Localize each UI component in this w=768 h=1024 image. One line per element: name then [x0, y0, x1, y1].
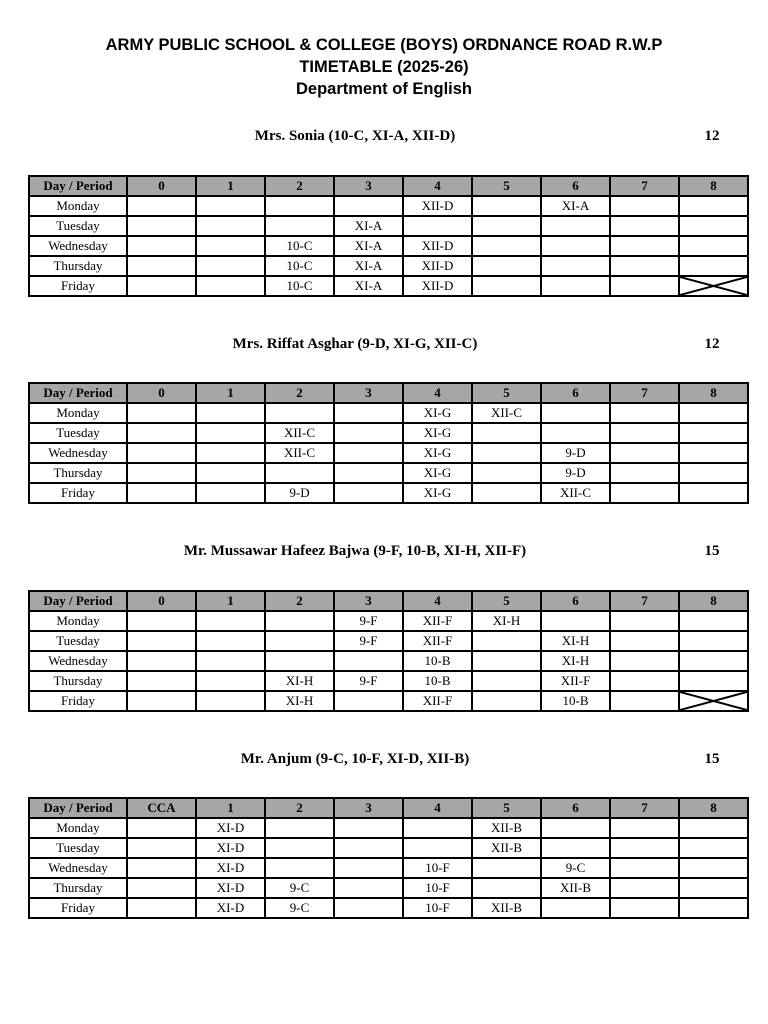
class-cell — [679, 671, 748, 691]
class-cell — [472, 443, 541, 463]
timetable-year: TIMETABLE (2025-26) — [299, 58, 469, 76]
class-cell — [472, 236, 541, 256]
day-cell: Tuesday — [29, 838, 127, 858]
class-cell — [472, 463, 541, 483]
period-header: 5 — [472, 176, 541, 196]
day-cell: Monday — [29, 403, 127, 423]
period-header: 0 — [127, 591, 196, 611]
class-cell — [610, 631, 679, 651]
class-cell — [472, 858, 541, 878]
class-cell — [127, 818, 196, 838]
class-cell: XII-F — [403, 631, 472, 651]
period-count: 15 — [704, 543, 720, 559]
table-row — [29, 858, 748, 878]
class-cell — [610, 898, 679, 918]
period-header: 4 — [403, 591, 472, 611]
class-cell — [196, 463, 265, 483]
period-header: 0 — [127, 383, 196, 403]
class-cell — [541, 611, 610, 631]
class-cell: 9-C — [265, 878, 334, 898]
class-cell: XII-D — [403, 236, 472, 256]
class-cell: 9-F — [334, 611, 403, 631]
table-row — [29, 236, 748, 256]
period-header: 4 — [403, 383, 472, 403]
class-cell: 9-D — [541, 463, 610, 483]
period-header: 2 — [265, 383, 334, 403]
day-cell: Tuesday — [29, 631, 127, 651]
class-cell — [334, 818, 403, 838]
class-cell: 9-F — [334, 631, 403, 651]
class-cell — [334, 483, 403, 503]
period-header: 4 — [403, 176, 472, 196]
class-cell — [196, 256, 265, 276]
class-cell — [334, 443, 403, 463]
table-header-row — [29, 383, 748, 403]
class-cell — [610, 483, 679, 503]
period-count: 12 — [704, 128, 720, 144]
period-count: 15 — [704, 751, 720, 767]
table-row — [29, 463, 748, 483]
class-cell — [196, 651, 265, 671]
class-cell: XII-D — [403, 276, 472, 296]
class-cell — [610, 196, 679, 216]
period-header: 1 — [196, 176, 265, 196]
class-cell — [196, 611, 265, 631]
table-row — [29, 196, 748, 216]
class-cell — [679, 838, 748, 858]
class-cell: XI-D — [196, 878, 265, 898]
table-row — [29, 443, 748, 463]
class-cell — [196, 216, 265, 236]
period-header: 2 — [265, 176, 334, 196]
class-cell — [403, 818, 472, 838]
crossed-out-cell — [679, 691, 748, 711]
class-cell — [334, 691, 403, 711]
class-cell: XI-H — [472, 611, 541, 631]
class-cell — [472, 276, 541, 296]
timetable-table — [28, 175, 749, 297]
class-cell — [541, 276, 610, 296]
class-cell: 10-F — [403, 858, 472, 878]
day-cell: Thursday — [29, 256, 127, 276]
cross-mark-icon — [680, 277, 747, 295]
class-cell — [265, 818, 334, 838]
class-cell — [541, 256, 610, 276]
period-count: 12 — [704, 336, 720, 352]
period-header: 8 — [679, 591, 748, 611]
class-cell: 10-B — [403, 671, 472, 691]
class-cell — [472, 423, 541, 443]
class-cell: XI-A — [541, 196, 610, 216]
class-cell: XII-B — [472, 818, 541, 838]
period-header: 1 — [196, 383, 265, 403]
period-header: 3 — [334, 383, 403, 403]
period-header: 7 — [610, 383, 679, 403]
day-cell: Thursday — [29, 878, 127, 898]
table-row — [29, 276, 748, 296]
class-cell — [610, 838, 679, 858]
class-cell: XII-D — [403, 256, 472, 276]
class-cell — [334, 898, 403, 918]
class-cell — [127, 858, 196, 878]
table-row — [29, 256, 748, 276]
day-cell: Friday — [29, 691, 127, 711]
class-cell — [472, 691, 541, 711]
class-cell: XI-G — [403, 443, 472, 463]
table-row — [29, 423, 748, 443]
class-cell — [541, 898, 610, 918]
class-cell — [679, 216, 748, 236]
class-cell — [196, 276, 265, 296]
class-cell: 10-B — [541, 691, 610, 711]
table-row — [29, 838, 748, 858]
timetable-table — [28, 797, 749, 919]
class-cell: XI-A — [334, 236, 403, 256]
day-period-header: Day / Period — [29, 383, 127, 403]
timetable-table — [28, 590, 749, 712]
class-cell — [196, 483, 265, 503]
period-header: 1 — [196, 798, 265, 818]
period-header: 5 — [472, 591, 541, 611]
period-header: 3 — [334, 798, 403, 818]
period-header: 8 — [679, 798, 748, 818]
class-cell: XI-A — [334, 276, 403, 296]
table-row — [29, 403, 748, 423]
class-cell — [265, 858, 334, 878]
class-cell — [679, 631, 748, 651]
class-cell: 9-D — [265, 483, 334, 503]
period-header: 0 — [127, 176, 196, 196]
class-cell: XI-G — [403, 463, 472, 483]
period-header: 3 — [334, 591, 403, 611]
table-row — [29, 631, 748, 651]
class-cell: 9-D — [541, 443, 610, 463]
class-cell: XII-D — [403, 196, 472, 216]
class-cell — [679, 463, 748, 483]
class-cell — [334, 196, 403, 216]
cross-mark-icon — [680, 692, 747, 710]
class-cell — [196, 671, 265, 691]
period-header: 7 — [610, 591, 679, 611]
day-cell: Wednesday — [29, 443, 127, 463]
class-cell — [127, 276, 196, 296]
class-cell — [265, 651, 334, 671]
period-header: 3 — [334, 176, 403, 196]
day-cell: Tuesday — [29, 423, 127, 443]
class-cell: 9-F — [334, 671, 403, 691]
document-header — [0, 34, 768, 100]
day-cell: Friday — [29, 483, 127, 503]
class-cell — [403, 216, 472, 236]
period-header: 2 — [265, 798, 334, 818]
class-cell — [679, 196, 748, 216]
table-header-row — [29, 176, 748, 196]
class-cell — [679, 443, 748, 463]
class-cell: XI-A — [334, 256, 403, 276]
class-cell: 9-C — [265, 898, 334, 918]
period-header: 8 — [679, 383, 748, 403]
class-cell — [265, 838, 334, 858]
class-cell: XII-F — [403, 611, 472, 631]
class-cell: XI-H — [265, 671, 334, 691]
class-cell — [541, 216, 610, 236]
class-cell — [610, 878, 679, 898]
class-cell — [472, 483, 541, 503]
class-cell — [679, 651, 748, 671]
day-cell: Wednesday — [29, 651, 127, 671]
period-header: 6 — [541, 383, 610, 403]
class-cell: XI-H — [265, 691, 334, 711]
class-cell — [127, 236, 196, 256]
class-cell: XI-D — [196, 818, 265, 838]
class-cell — [127, 403, 196, 423]
table-row — [29, 611, 748, 631]
class-cell — [127, 898, 196, 918]
class-cell — [679, 878, 748, 898]
day-cell: Monday — [29, 818, 127, 838]
class-cell — [265, 403, 334, 423]
day-cell: Monday — [29, 196, 127, 216]
class-cell — [472, 671, 541, 691]
teacher-name: Mr. Mussawar Hafeez Bajwa (9-F, 10-B, XI-H, XII-F) — [183, 543, 527, 559]
class-cell — [127, 878, 196, 898]
period-header: 8 — [679, 176, 748, 196]
table-row — [29, 691, 748, 711]
class-cell — [265, 216, 334, 236]
class-cell — [610, 651, 679, 671]
class-cell — [541, 423, 610, 443]
class-cell — [541, 236, 610, 256]
table-row — [29, 898, 748, 918]
class-cell: XII-F — [403, 691, 472, 711]
class-cell — [127, 216, 196, 236]
class-cell — [679, 423, 748, 443]
class-cell — [472, 196, 541, 216]
period-header: 5 — [472, 383, 541, 403]
class-cell — [679, 611, 748, 631]
class-cell: XII-B — [472, 898, 541, 918]
table-row — [29, 216, 748, 236]
class-cell: 10-B — [403, 651, 472, 671]
class-cell — [610, 858, 679, 878]
class-cell — [127, 423, 196, 443]
class-cell — [472, 878, 541, 898]
day-period-header: Day / Period — [29, 591, 127, 611]
class-cell: 10-F — [403, 898, 472, 918]
class-cell — [196, 236, 265, 256]
crossed-out-cell — [679, 276, 748, 296]
school-name: ARMY PUBLIC SCHOOL & COLLEGE (BOYS) ORDNANCE ROAD R.W.P — [105, 36, 663, 54]
class-cell — [610, 216, 679, 236]
class-cell — [610, 443, 679, 463]
class-cell — [127, 256, 196, 276]
class-cell — [196, 423, 265, 443]
class-cell — [679, 898, 748, 918]
class-cell — [610, 256, 679, 276]
class-cell — [334, 858, 403, 878]
class-cell — [127, 671, 196, 691]
day-cell: Friday — [29, 276, 127, 296]
class-cell: 10-C — [265, 276, 334, 296]
class-cell — [196, 443, 265, 463]
class-cell — [472, 651, 541, 671]
period-header: 1 — [196, 591, 265, 611]
class-cell — [610, 463, 679, 483]
teacher-name: Mr. Anjum (9-C, 10-F, XI-D, XII-B) — [240, 751, 470, 767]
table-row — [29, 878, 748, 898]
day-cell: Wednesday — [29, 236, 127, 256]
class-cell — [265, 611, 334, 631]
table-row — [29, 483, 748, 503]
timetable-table — [28, 382, 749, 504]
class-cell: XI-A — [334, 216, 403, 236]
class-cell — [610, 236, 679, 256]
day-period-header: Day / Period — [29, 176, 127, 196]
class-cell — [265, 196, 334, 216]
class-cell — [127, 691, 196, 711]
class-cell: XI-G — [403, 483, 472, 503]
day-cell: Wednesday — [29, 858, 127, 878]
class-cell — [265, 463, 334, 483]
class-cell: XII-B — [541, 878, 610, 898]
period-header: 6 — [541, 176, 610, 196]
period-header: 7 — [610, 798, 679, 818]
class-cell — [679, 236, 748, 256]
class-cell: XI-D — [196, 838, 265, 858]
table-header-row — [29, 798, 748, 818]
period-header: 6 — [541, 591, 610, 611]
class-cell — [679, 483, 748, 503]
day-cell: Thursday — [29, 463, 127, 483]
class-cell — [610, 276, 679, 296]
class-cell — [610, 611, 679, 631]
class-cell: XI-H — [541, 631, 610, 651]
class-cell — [610, 403, 679, 423]
class-cell — [334, 463, 403, 483]
class-cell — [541, 403, 610, 423]
class-cell — [679, 818, 748, 838]
class-cell — [334, 651, 403, 671]
day-period-header: Day / Period — [29, 798, 127, 818]
class-cell — [127, 838, 196, 858]
class-cell: XI-D — [196, 898, 265, 918]
class-cell — [610, 691, 679, 711]
class-cell — [472, 216, 541, 236]
table-row — [29, 671, 748, 691]
class-cell: XII-F — [541, 671, 610, 691]
period-header: 6 — [541, 798, 610, 818]
class-cell: XI-H — [541, 651, 610, 671]
period-header: 5 — [472, 798, 541, 818]
class-cell: 10-C — [265, 236, 334, 256]
class-cell — [265, 631, 334, 651]
period-header: 7 — [610, 176, 679, 196]
period-header: 2 — [265, 591, 334, 611]
day-cell: Thursday — [29, 671, 127, 691]
class-cell — [127, 443, 196, 463]
class-cell — [127, 483, 196, 503]
class-cell — [127, 463, 196, 483]
class-cell: XI-G — [403, 423, 472, 443]
department-name: Department of English — [295, 80, 472, 98]
class-cell — [679, 403, 748, 423]
class-cell — [334, 403, 403, 423]
class-cell — [127, 631, 196, 651]
class-cell — [196, 403, 265, 423]
class-cell: XII-B — [472, 838, 541, 858]
class-cell — [610, 671, 679, 691]
class-cell: 10-F — [403, 878, 472, 898]
class-cell: 9-C — [541, 858, 610, 878]
class-cell — [610, 423, 679, 443]
period-header: CCA — [127, 798, 196, 818]
class-cell: XII-C — [541, 483, 610, 503]
class-cell: XI-G — [403, 403, 472, 423]
class-cell — [196, 691, 265, 711]
class-cell — [334, 838, 403, 858]
class-cell — [334, 423, 403, 443]
day-cell: Friday — [29, 898, 127, 918]
class-cell — [541, 838, 610, 858]
day-cell: Tuesday — [29, 216, 127, 236]
class-cell: 10-C — [265, 256, 334, 276]
class-cell: XII-C — [265, 443, 334, 463]
class-cell — [127, 651, 196, 671]
class-cell: XI-D — [196, 858, 265, 878]
class-cell: XII-C — [265, 423, 334, 443]
class-cell — [679, 256, 748, 276]
table-row — [29, 651, 748, 671]
class-cell — [472, 631, 541, 651]
class-cell — [472, 256, 541, 276]
table-row — [29, 818, 748, 838]
class-cell: XII-C — [472, 403, 541, 423]
class-cell — [196, 196, 265, 216]
class-cell — [127, 611, 196, 631]
class-cell — [403, 838, 472, 858]
teacher-name: Mrs. Riffat Asghar (9-D, XI-G, XII-C) — [232, 336, 478, 352]
class-cell — [334, 878, 403, 898]
class-cell — [679, 858, 748, 878]
day-cell: Monday — [29, 611, 127, 631]
period-header: 4 — [403, 798, 472, 818]
teacher-name: Mrs. Sonia (10-C, XI-A, XII-D) — [254, 128, 456, 144]
class-cell — [541, 818, 610, 838]
table-header-row — [29, 591, 748, 611]
class-cell — [127, 196, 196, 216]
class-cell — [196, 631, 265, 651]
class-cell — [610, 818, 679, 838]
